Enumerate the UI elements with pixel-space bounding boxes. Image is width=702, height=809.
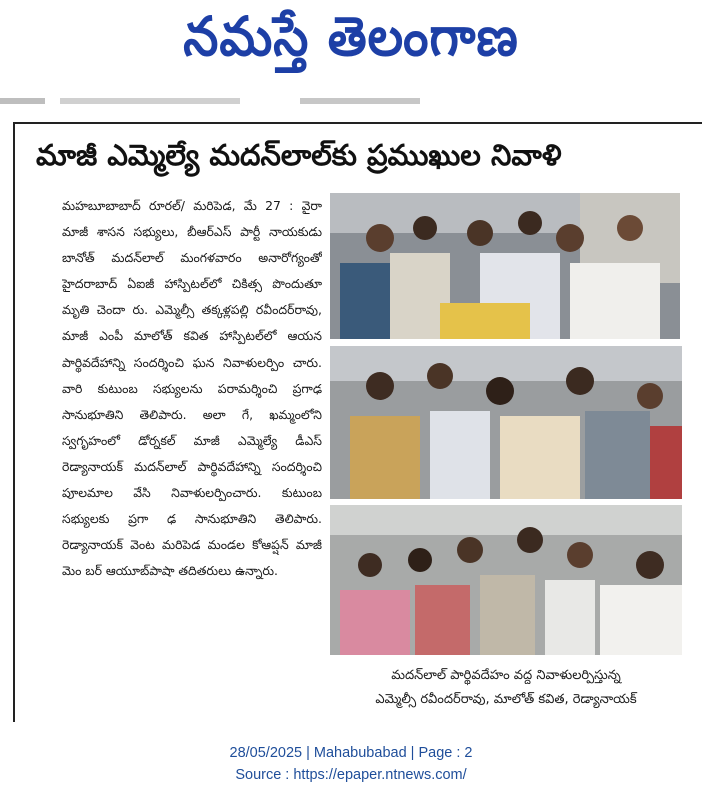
masthead <box>0 0 702 86</box>
photo-caption-line-2: ఎమ్మెల్సీ రవీందర్‌రావు, మాలోత్ కవిత, రెడ్యానాయక్ <box>375 692 637 707</box>
masthead-title: నమస్తే తెలంగాణ <box>183 4 519 68</box>
photo-caption-line-1: మదన్‌లాల్ పార్థివదేహం వద్ద నివాళులర్పిస్తున్న <box>391 668 621 683</box>
article-photo-1 <box>330 193 680 339</box>
footer-date-edition: 28/05/2025 | Mahabubabad | Page : 2 <box>229 745 473 761</box>
photo-caption <box>330 657 682 719</box>
masthead-divider <box>0 98 702 104</box>
page-footer <box>0 742 702 792</box>
article-photo-3 <box>330 505 682 655</box>
article-body <box>62 193 322 718</box>
article-photo-2 <box>330 346 682 499</box>
article-body-text: మహబూబాబాద్ రూరల్/ మరిపెడ, మే 27 : వైరా మాజీ శాసన సభ్యులు, బీఆర్‌ఎస్ పార్టీ నాయకుడు బానోత్ మదన్‌లాల్ మంగళవారం అనారోగ్యంతో హైదరాబాద్ ఏఐజీ హాస్పిటల్‌లో చికిత్స పొందుతూ మృతి చెందా రు. ఎమ్మెల్సీ తక్కళ్లపల్లి రవీందర్‌రావు, మాజీ ఎంపీ మాలోత్ కవిత హాస్పిటల్‌లో ఆయన పార్థివదేహాన్ని సందర్శించి ఘన నివాళులర్పిం చారు. వారి కుటుంబ సభ్యులను పరామర్శించి ప్రగాఢ సానుభూతిని తెలిపారు. అలా గే, ఖమ్మంలోని స్వగృహంలో డోర్నకల్ మాజీ ఎమ్మెల్యే డీఎస్ రెడ్యానాయక్ మదన్‌లాల్ పార్థివదేహాన్ని సందర్శించి పూలమాల వేసి నివాళులర్పించారు. కుటుంబ సభ్యులకు ప్రగా ఢ సానుభూతిని తెలిపారు. రెడ్యానాయక్ వెంట మరిపెడ మండల కోఆప్షన్ మాజీ మెం బర్ ఆయూబ్‌పాషా తదితరులు ఉన్నారు. <box>62 198 322 579</box>
article-headline: మాజీ ఎమ్మెల్యే మదన్‌లాల్‌కు ప్రముఖుల నివాళి <box>36 138 562 172</box>
footer-source: Source : https://epaper.ntnews.com/ <box>235 767 467 783</box>
